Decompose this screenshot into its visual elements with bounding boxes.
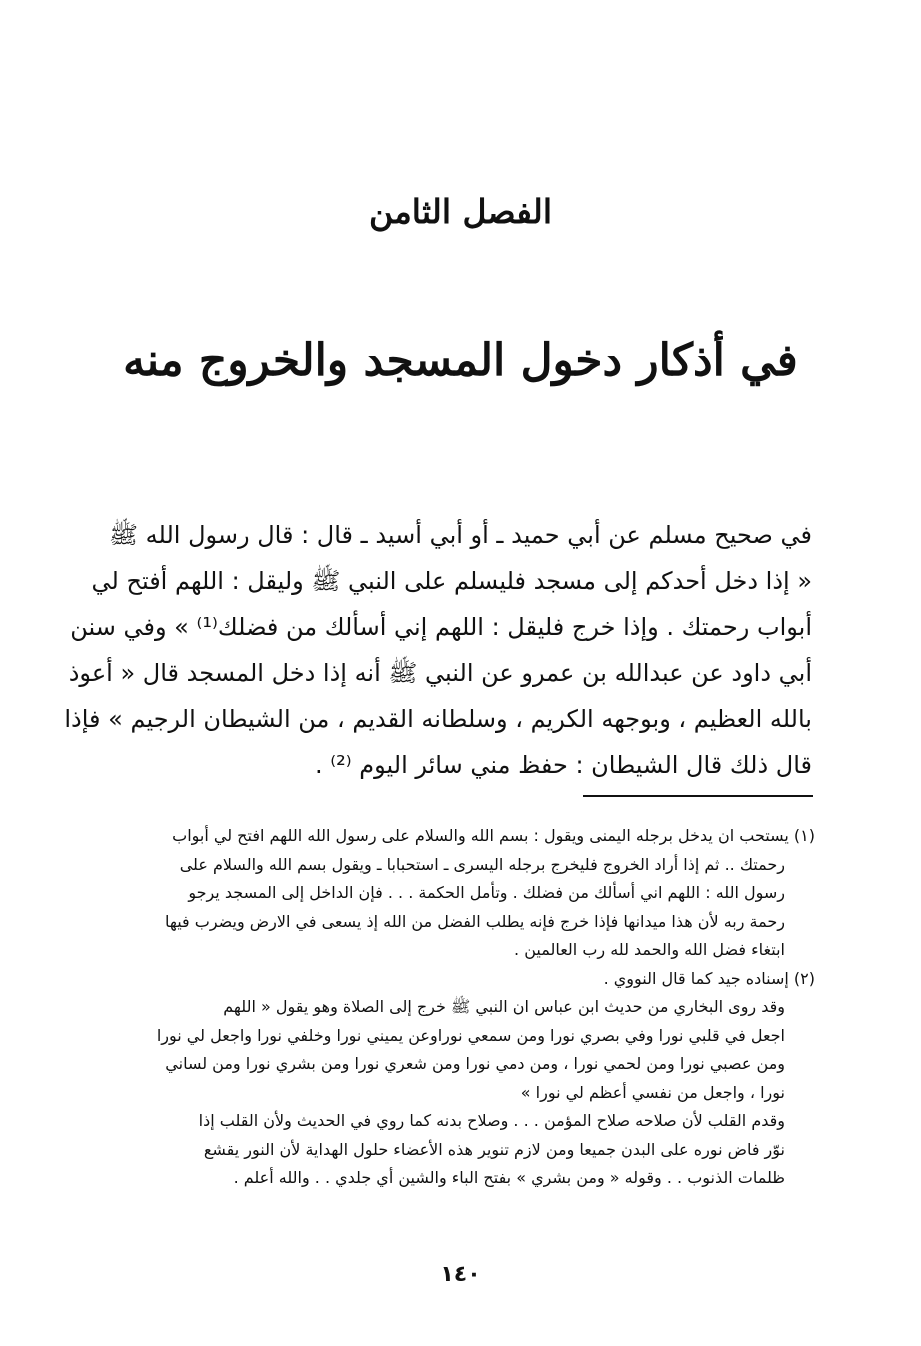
footnote-line: رحمتك .. ثم إذا أراد الخروج فليخرج برجله اليسرى ـ استحبابا ـ ويقول بسم الله والسلام على (179, 854, 785, 874)
footnote-line: (١) يستحب ان يدخل برجله اليمنى ويقول : بسم الله والسلام على رسول الله اللهم افتح لي أبواب (172, 826, 815, 845)
footnote-line: نورا ، واجعل من نفسي أعظم لي نورا » (520, 1082, 785, 1102)
footnote-line: ظلمات الذنوب . . وقوله « ومن بشري » بفتح الباء والشين أي جلدي . . والله أعلم . (233, 1168, 785, 1187)
body-line: « إذا دخل أحدكم إلى مسجد فليسلم على النبي ﷺ وليقل : اللهم أفتح لي (91, 567, 812, 595)
footnotes (95, 822, 815, 1193)
main-text (64, 512, 812, 788)
footnote-line: (٢) إسناده جيد كما قال النووي . (603, 968, 815, 988)
footnote-line: رسول الله : اللهم اني أسألك من فضلك . وتأمل الحكمة . . . فإن الداخل إلى المسجد يرجو (188, 883, 785, 902)
footnote-separator (583, 795, 813, 797)
footnote-line: ومن عصبي نورا ومن لحمي نورا ، ومن دمي نورا ومن شعري نورا ومن بشري نورا ومن لساني (165, 1054, 785, 1073)
body-line: أبي داود عن عبدالله بن عمرو عن النبي ﷺ أنه إذا دخل المسجد قال « أعوذ (68, 659, 812, 687)
body-line: بالله العظيم ، وبوجهه الكريم ، وسلطانه القديم ، من الشيطان الرجيم » فإذا (64, 705, 812, 733)
footnote-line: ابتغاء فضل الله والحمد لله رب العالمين . (514, 940, 785, 959)
footnote-line: وقدم القلب لأن صلاحه صلاح المؤمن . . . وصلاح بدنه كما روي في الحديث ولأن القلب إذا (198, 1111, 785, 1130)
body-line: في صحيح مسلم عن أبي حميد ـ أو أبي أسيد ـ قال : قال رسول الله ﷺ (109, 521, 812, 549)
chapter-heading: الفصل الثامن (368, 192, 553, 231)
section-title: في أذكار دخول المسجد والخروج منه (123, 335, 798, 386)
body-line: أبواب رحمتك . وإذا خرج فليقل : اللهم إني أسألك من فضلك⁽¹⁾ » وفي سنن (70, 613, 812, 641)
footnote-line: اجعل في قلبي نورا وفي بصري نورا ومن سمعي نوراوعن يميني نورا وخلفي نورا واجعل لي نورا (156, 1025, 785, 1045)
footnote-line: وقد روى البخاري من حديث ابن عباس ان النبي ﷺ خرج إلى الصلاة وهو يقول « اللهم (223, 997, 785, 1016)
footnote-line: نوّر فاض نوره على البدن جميعا ومن لازم تنوير هذه الأعضاء حلول الهداية لأن النور يقشع (203, 1139, 785, 1159)
page-number: ١٤٠ (440, 1262, 481, 1287)
footnote-line: رحمة ربه لأن هذا ميدانها فإذا خرج فإنه يطلب الفضل من الله إذ يسعى في الارض ويضرب فيها (164, 911, 785, 931)
body-line: قال ذلك قال الشيطان : حفظ مني سائر اليوم ⁽²⁾ . (314, 751, 812, 779)
